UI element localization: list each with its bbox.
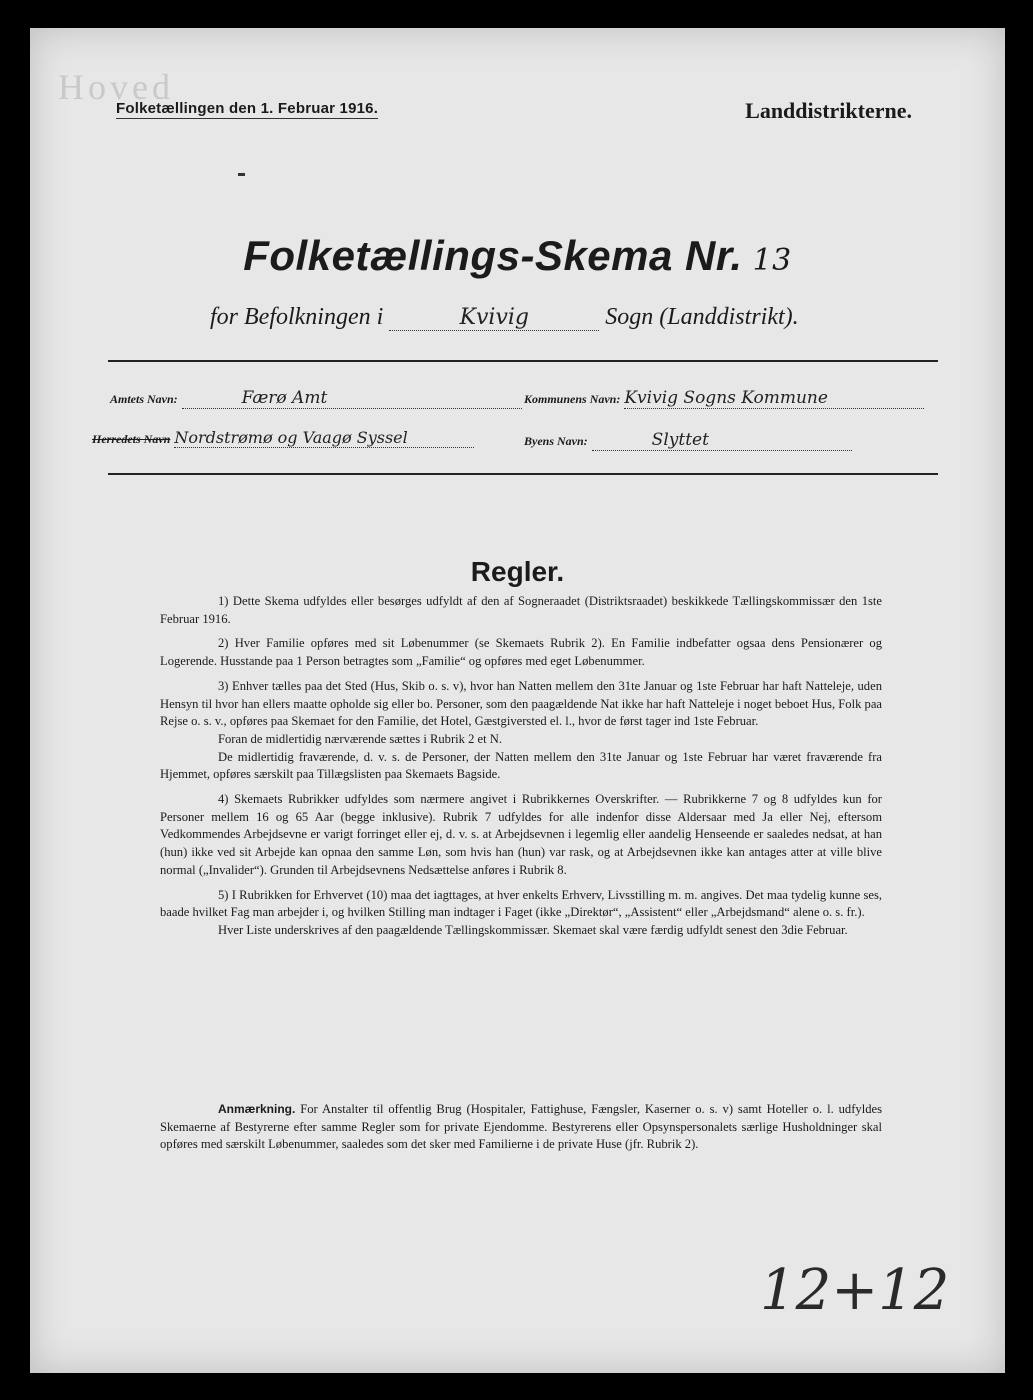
kommune-field: [524, 388, 924, 409]
herred-label: Herredets Navn: [92, 432, 171, 446]
rule-paragraph: Hver Liste underskrives af den paagældende Tællingskommissær. Skemaet skal være færdig udfyldt senest den 3die Februar.: [218, 922, 848, 937]
by-field: [524, 430, 852, 451]
rules-text: [160, 593, 882, 947]
annotation-note: [160, 1101, 882, 1154]
rule-paragraph: 3) Enhver tælles paa det Sted (Hus, Skib o. s. v), hvor han Natten mellem den 31te Januar og 1ste Februar har haft Natteleje, uden Hensyn til hvor han ellers maatte opholde sig eller bo. Personer, som den paagældende Nat ikke har haft Natteleje i noget beboet Hus, Folk paa Rejse o. s. v., opføres paa Skemaet for den Familie, det Hotel, Gæstgiversted el. l., hvor de først tager ind 1ste Februar.: [160, 678, 882, 729]
rule-paragraph: 5) I Rubrikken for Erhvervet (10) maa det iagttages, at hver enkelts Erhverv, Livsstilling m. m. angives. Det maa tydelig kunne ses, baade hvilket Fag man arbejder i, og hvilken Stilling man indtager i Faget (ikke „Direktør“, „Assistent“ eller „Arbejdsmand“ alene o. s. fr.).: [160, 887, 882, 920]
rule-paragraph: 2) Hver Familie opføres med sit Løbenummer (se Skemaets Rubrik 2). En Familie indbefatter ogsaa dens Pensionærer og Logerende. Husstande paa 1 Person betragtes som „Familie“ og opføres med eget Løbenummer.: [160, 636, 882, 669]
note-paragraph: [160, 1101, 882, 1154]
note-text: For Anstalter til offentlig Brug (Hospitaler, Fattighuse, Fængsler, Kaserner o. s. v) samt Hoteller o. l. udfyldes Skemaerne af Bestyrerne efter samme Regler som for private Ejendomme. Bestyrerens eller Opsynspersonalets særlige Husholdninger skal opføres med særskilt Løbenummer, saaledes som det sker med Familierne i de private Huse (jfr. Rubrik 2).: [160, 1102, 882, 1152]
ink-mark: [238, 173, 245, 176]
form-number-handwritten: 13: [752, 243, 792, 278]
amt-field: [110, 388, 522, 409]
form-subtitle: [210, 304, 799, 331]
census-form-page: [30, 28, 1005, 1373]
amt-label: Amtets Navn:: [110, 392, 178, 406]
rule-paragraph: De midlertidig fraværende, d. v. s. de Personer, der Natten mellem den 31te Januar og 1ste Februar har været fraværende fra Hjemmet, opføres særskilt paa Tillægslisten paa Skemaets Bagside.: [160, 749, 882, 782]
rule-paragraph: Foran de midlertidig nærværende sættes i Rubrik 2 et N.: [218, 731, 503, 746]
subtitle-suffix: Sogn (Landdistrikt).: [605, 304, 799, 330]
rules-heading: Regler.: [470, 556, 565, 587]
note-label: Anmærkning.: [218, 1102, 296, 1116]
form-title: [30, 232, 1005, 280]
herred-value: Nordstrømø og Vaagø Syssel: [174, 428, 474, 448]
amt-value: Færø Amt: [182, 388, 522, 409]
subtitle-prefix: for Befolkningen i: [210, 304, 384, 330]
kommune-label: Kommunens Navn:: [524, 392, 621, 406]
rule-paragraph: 4) Skemaets Rubrikker udfyldes som nærmere angivet i Rubrikkernes Overskrifter. — Rubrikkerne 7 og 8 udfyldes kun for Personer mellem 16 og 65 Aar (begge inklusive). Rubrik 7 udfyldes for alle indenfor disse Aldersaar med Ja eller Nej, eftersom Vedkommendes Arbejdsevne er varigt forringet eller ej, d. v. s. at Arbejdsevnen i legemlig eller aandelig Henseende er saaledes nedsat, at han (hun) ikke ved sit Arbejde kan opnaa den samme Løn, som hvis han (hun) var rask, og at Arbejdsevnen ikke kan antages atter at ville blive normal („Invalider“). Grunden til Arbejdsevnens Nedsættelse anføres i Rubrik 8.: [160, 792, 882, 877]
corner-handwritten-mark: 12+12: [760, 1258, 950, 1323]
bottom-divider: [108, 473, 938, 475]
top-divider: [108, 360, 938, 362]
kommune-value: Kvivig Sogns Kommune: [624, 388, 924, 409]
by-label: Byens Navn:: [524, 434, 588, 448]
herred-field: [92, 428, 474, 448]
faded-stamp: Hoved: [58, 67, 174, 107]
rule-paragraph: 1) Dette Skema udfyldes eller besørges udfyldt af den af Sogneraadet (Distriktsraadet) beskikkede Tællingskommissær den 1ste Februar 1916.: [160, 594, 882, 626]
district-type-header: Landdistrikterne.: [745, 98, 912, 123]
parish-name-handwritten: Kvivig: [389, 305, 599, 331]
census-date-header: Folketællingen den 1. Februar 1916.: [116, 100, 379, 117]
by-value: Slyttet: [592, 430, 852, 451]
form-title-printed: Folketællings-Skema Nr.: [243, 232, 743, 279]
